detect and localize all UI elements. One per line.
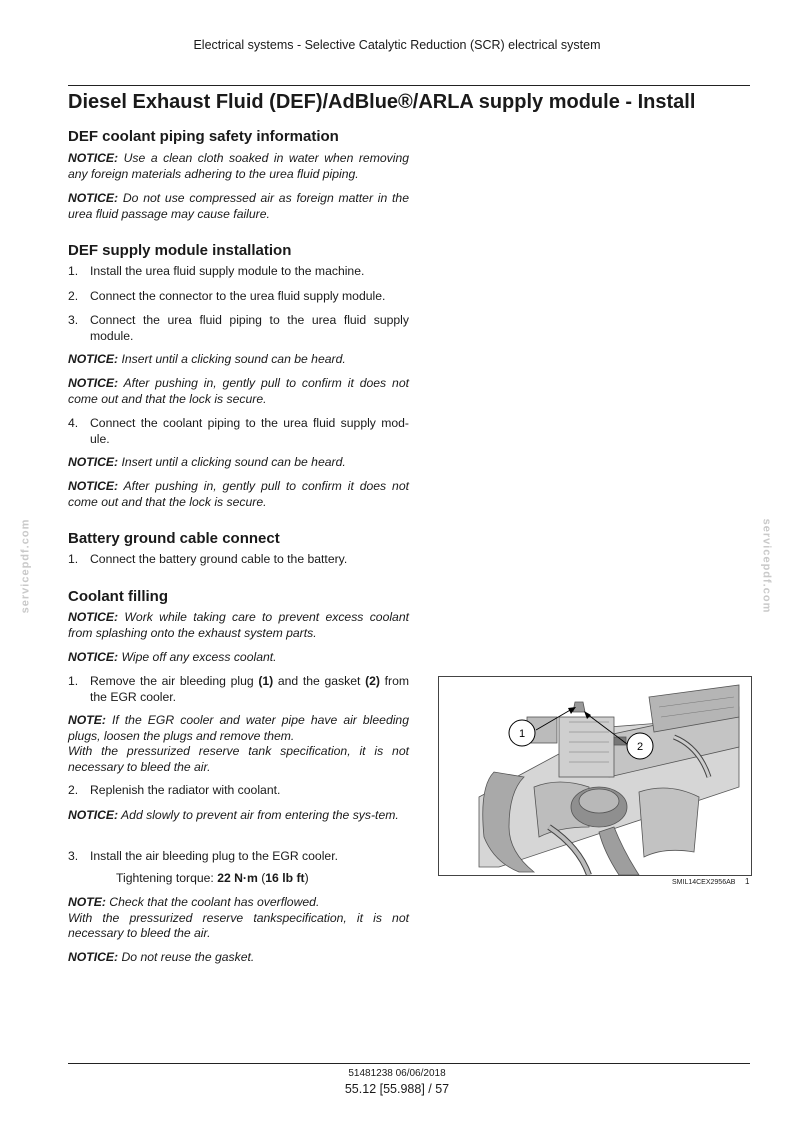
notice-text: Use a clean cloth soaked in water when removing any foreign materials adhering to the urea fluid piping.: [68, 151, 409, 181]
step-text: Connect the coolant piping to the urea fluid supply mod-ule.: [90, 416, 409, 446]
notice-paragraph: [68, 352, 409, 368]
footer-rule: [68, 1063, 750, 1064]
note-label: NOTE:: [68, 895, 106, 909]
step-text: Connect the urea fluid piping to the urea fluid supply module.: [90, 313, 409, 343]
section-heading-installation: DEF supply module installation: [68, 242, 292, 259]
header-rule: [68, 85, 750, 86]
notice-label: NOTICE:: [68, 808, 119, 822]
page-title: Diesel Exhaust Fluid (DEF)/AdBlue®/ARLA supply module - Install: [68, 91, 696, 113]
notice-label: NOTICE:: [68, 455, 119, 469]
step-item: [68, 289, 409, 305]
step-text: [90, 674, 409, 705]
step-item: [68, 552, 409, 568]
torque-paren: (: [257, 871, 266, 885]
callout-ref-1: (1): [258, 674, 274, 688]
step-text: Replenish the radiator with coolant.: [90, 783, 281, 797]
notice-label: NOTICE:: [68, 950, 119, 964]
note-text: With the pressurized reserve tank specification, it is not necessary to bleed the air.: [68, 744, 409, 774]
document-id: 51481238 06/06/2018: [348, 1068, 446, 1079]
watermark-right: servicepdf.com: [760, 518, 773, 614]
notice-paragraph: [68, 151, 409, 182]
notice-text: Wipe off any excess coolant.: [118, 650, 277, 664]
step-text-part: from the EGR cooler.: [90, 674, 410, 704]
step-item: [68, 264, 409, 280]
step-text: Install the urea fluid supply module to the machine.: [90, 264, 365, 278]
notice-text: Do not reuse the gasket.: [118, 950, 255, 964]
notice-text: After pushing in, gently pull to confirm it does not come out and that the lock is secure.: [68, 479, 409, 509]
torque-paren: ): [304, 871, 309, 885]
notice-paragraph: [68, 479, 409, 510]
step-text: Install the air bleeding plug to the EGR cooler.: [90, 849, 338, 863]
notice-text: Do not use compressed air as foreign matter in the urea fluid passage may cause failure.: [68, 191, 409, 221]
torque-value: 22 N·m: [217, 871, 258, 885]
notice-paragraph: [68, 455, 409, 471]
callout-1: 1: [518, 728, 526, 740]
note-paragraph: [68, 713, 409, 775]
step-number: 2.: [68, 289, 79, 303]
watermark-left: servicepdf.com: [19, 518, 32, 614]
notice-label: NOTICE:: [68, 191, 119, 205]
step-number: 2.: [68, 783, 79, 797]
notice-label: NOTICE:: [68, 151, 119, 165]
step-item: [68, 416, 409, 447]
notice-label: NOTICE:: [68, 479, 119, 493]
notice-text: Work while taking care to prevent excess coolant from splashing onto the exhaust system parts.: [68, 610, 409, 640]
callout-ref-2: (2): [365, 674, 380, 688]
notice-paragraph: [68, 191, 409, 222]
note-label: NOTE:: [68, 713, 106, 727]
step-text: Connect the battery ground cable to the battery.: [90, 552, 348, 566]
notice-label: NOTICE:: [68, 352, 119, 366]
step-number: 3.: [68, 849, 79, 863]
step-item: [68, 849, 409, 865]
step-number: 1.: [68, 674, 79, 688]
running-header: Electrical systems - Selective Catalytic Reduction (SCR) electrical system: [193, 38, 601, 52]
step-item: [68, 313, 409, 344]
notice-label: NOTICE:: [68, 376, 119, 390]
notice-paragraph: [68, 610, 409, 641]
note-text: Check that the coolant has overflowed.: [105, 895, 320, 909]
notice-text: Insert until a clicking sound can be heard.: [118, 352, 346, 366]
step-text-part: Remove the air bleeding plug: [90, 674, 259, 688]
page-number: 55.12 [55.988] / 57: [344, 1082, 450, 1096]
step-text: Connect the connector to the urea fluid supply module.: [90, 289, 386, 303]
notice-text: Insert until a clicking sound can be heard.: [118, 455, 346, 469]
torque-spec: [116, 871, 309, 887]
figure-number: 1: [745, 877, 750, 886]
torque-label: Tightening torque:: [116, 871, 218, 885]
section-heading-coolant: Coolant filling: [68, 588, 168, 605]
callout-2: 2: [636, 741, 644, 753]
note-text: With the pressurized reserve tankspecification, it is not necessary to bleed the air.: [68, 910, 409, 940]
torque-imperial: 16 lb ft: [265, 871, 305, 885]
notice-text: Add slowly to prevent air from entering the sys-tem.: [118, 808, 399, 822]
egr-cooler-illustration: [438, 676, 752, 876]
notice-label: NOTICE:: [68, 650, 119, 664]
note-text: If the EGR cooler and water pipe have air bleeding plugs, loosen the plugs and remove them.: [68, 713, 409, 743]
notice-paragraph: [68, 950, 409, 966]
engine-drawing: [439, 677, 751, 875]
notice-paragraph: [68, 650, 409, 666]
step-number: 3.: [68, 313, 79, 327]
note-paragraph: [68, 895, 409, 942]
notice-label: NOTICE:: [68, 610, 119, 624]
step-number: 1.: [68, 264, 79, 278]
notice-paragraph: [68, 808, 409, 824]
figure-code: SMIL14CEX2956AB: [672, 879, 736, 886]
step-number: 4.: [68, 416, 79, 430]
step-text-part: and the gasket: [273, 674, 366, 688]
step-item: [68, 783, 409, 799]
step-number: 1.: [68, 552, 79, 566]
notice-paragraph: [68, 376, 409, 407]
step-item: [68, 674, 409, 705]
notice-text: After pushing in, gently pull to confirm it does not come out and that the lock is secure.: [68, 376, 409, 406]
section-heading-safety: DEF coolant piping safety information: [68, 128, 339, 145]
section-heading-battery: Battery ground cable connect: [68, 530, 280, 547]
